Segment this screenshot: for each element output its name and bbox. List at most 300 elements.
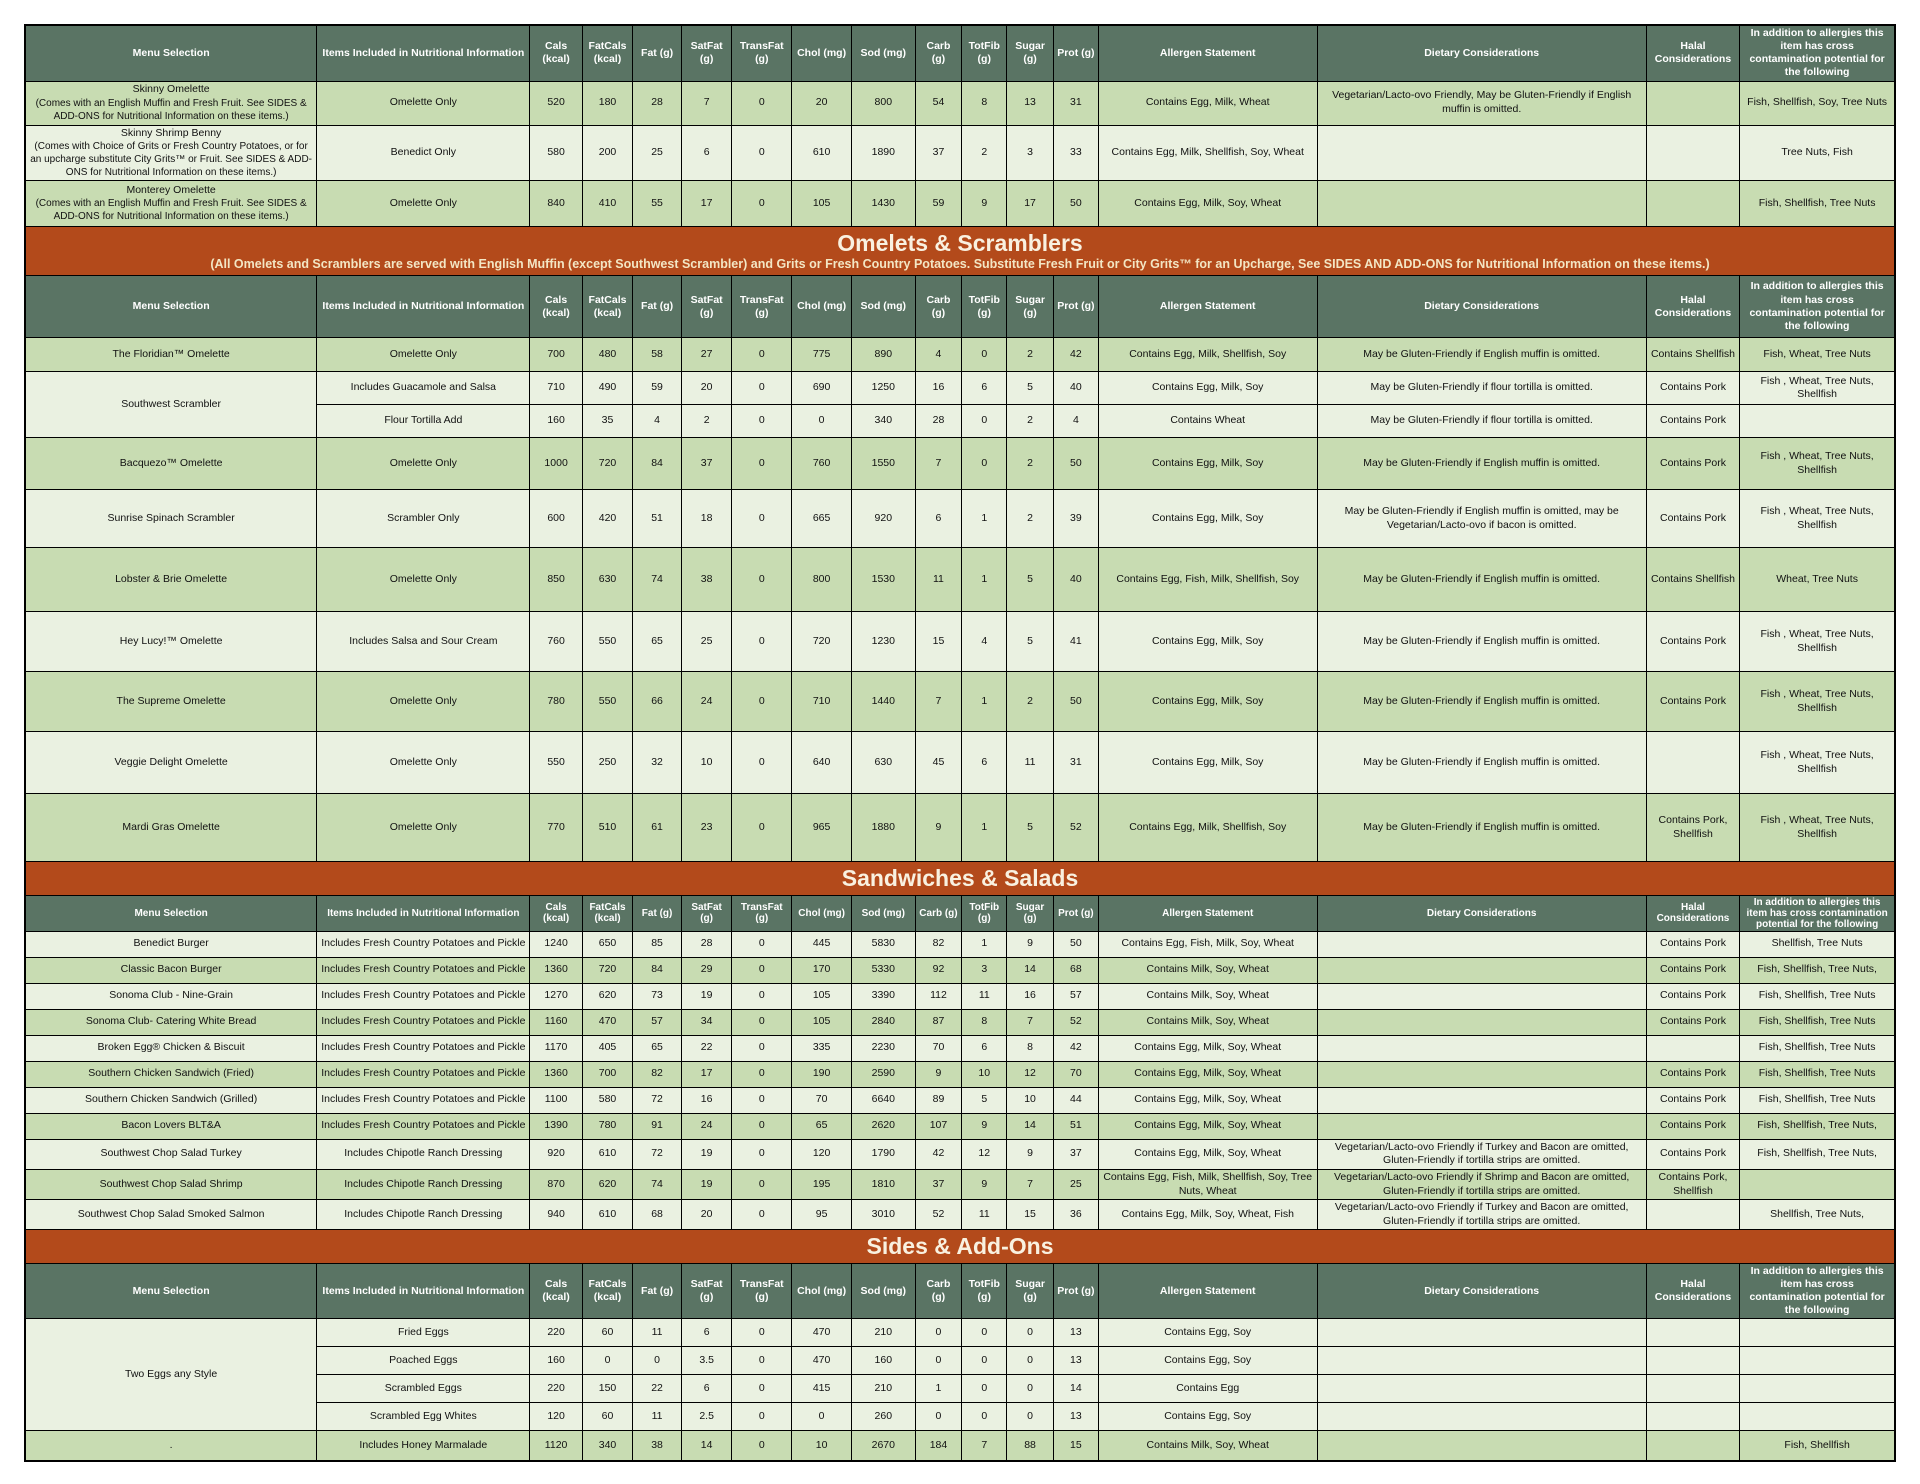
cell-prot: 52 (1053, 794, 1098, 862)
cell-sod: 800 (852, 81, 916, 125)
cell-fatcals: 480 (582, 338, 632, 372)
header-row (25, 895, 1895, 931)
cell-allergen: Contains Milk, Soy, Wheat (1098, 957, 1317, 983)
column-header-carb: Carb (g) (915, 25, 962, 81)
cell-satfat: 20 (681, 1200, 731, 1230)
cell-sod: 6640 (852, 1087, 916, 1113)
cell-satfat: 37 (681, 438, 731, 490)
cell-carb: 9 (915, 794, 962, 862)
cell-sugar: 14 (1007, 957, 1054, 983)
cell-carb: 16 (915, 372, 962, 405)
cell-dietary (1317, 1375, 1646, 1403)
cell-menu (25, 438, 317, 490)
cell-cals: 940 (530, 1200, 582, 1230)
cell-totfib: 0 (962, 405, 1007, 438)
cell-menu (25, 931, 317, 957)
column-header-fatcals: FatCals (kcal) (582, 895, 632, 931)
cell-cross: Fish, Shellfish, Tree Nuts, (1740, 1113, 1895, 1139)
cell-menu (25, 81, 317, 125)
cell-items: Includes Fresh Country Potatoes and Pickle (317, 1035, 530, 1061)
cell-fatcals: 550 (582, 612, 632, 672)
cell-cross: Fish , Wheat, Tree Nuts, Shellfish (1740, 438, 1895, 490)
cell-cals: 1360 (530, 957, 582, 983)
table-row (25, 1113, 1895, 1139)
cell-cals: 120 (530, 1403, 582, 1431)
cell-cals: 160 (530, 405, 582, 438)
cell-halal (1646, 1403, 1739, 1431)
cell-allergen: Contains Egg, Milk, Wheat (1098, 81, 1317, 125)
cell-transfat: 0 (732, 1035, 792, 1061)
cell-chol: 720 (792, 612, 852, 672)
cell-halal (1646, 1200, 1739, 1230)
cell-sugar: 7 (1007, 1169, 1054, 1199)
cell-sod: 210 (852, 1375, 916, 1403)
column-header-chol: Chol (mg) (792, 895, 852, 931)
cell-sugar: 17 (1007, 181, 1054, 227)
cell-fat: 32 (633, 732, 682, 794)
cell-sod: 1550 (852, 438, 916, 490)
menu-item-name: Skinny Omelette (132, 83, 210, 96)
cell-allergen: Contains Egg, Fish, Milk, Shellfish, Soy, Tree Nuts, Wheat (1098, 1169, 1317, 1199)
menu-item-note: (Comes with Choice of Grits or Fresh Country Potatoes, or for an upcharge substitute City Grits™ or Fruit. See SIDES & ADD-ONS for Nutritional Information on these items.) (30, 141, 312, 179)
cell-dietary: May be Gluten-Friendly if English muffin is omitted. (1317, 438, 1646, 490)
cell-fatcals: 250 (582, 732, 632, 794)
cell-items: Omelette Only (317, 181, 530, 227)
cell-halal: Contains Pork (1646, 1139, 1739, 1169)
cell-totfib: 0 (962, 338, 1007, 372)
cell-transfat: 0 (732, 1113, 792, 1139)
cell-chol: 470 (792, 1319, 852, 1347)
cell-halal (1646, 81, 1739, 125)
cell-satfat: 2 (681, 405, 731, 438)
cell-cross: Fish , Wheat, Tree Nuts, Shellfish (1740, 612, 1895, 672)
cell-cross (1740, 1169, 1895, 1199)
table-row (25, 1139, 1895, 1169)
cell-fatcals: 550 (582, 672, 632, 732)
cell-fat: 74 (633, 548, 682, 612)
cell-fatcals: 0 (582, 1347, 632, 1375)
cell-menu (25, 983, 317, 1009)
cell-items: Includes Fresh Country Potatoes and Pickle (317, 1009, 530, 1035)
column-header-carb: Carb (g) (915, 276, 962, 338)
cell-sugar: 2 (1007, 405, 1054, 438)
column-header-chol: Chol (mg) (792, 276, 852, 338)
cell-allergen: Contains Egg, Milk, Soy (1098, 732, 1317, 794)
cell-carb: 82 (915, 931, 962, 957)
cell-sod: 2840 (852, 1009, 916, 1035)
cell-dietary: May be Gluten-Friendly if English muffin is omitted. (1317, 732, 1646, 794)
cell-fatcals: 35 (582, 405, 632, 438)
cell-halal (1646, 1431, 1739, 1461)
cell-totfib: 7 (962, 1431, 1007, 1461)
cell-cross: Fish, Shellfish, Tree Nuts, (1740, 1139, 1895, 1169)
cell-items: Omelette Only (317, 672, 530, 732)
menu-item-note: (Comes with an English Muffin and Fresh Fruit. See SIDES & ADD-ONS for Nutritional Information on these items.) (35, 198, 307, 223)
cell-menu (25, 1431, 317, 1461)
menu-item-name: . (169, 1438, 173, 1451)
column-header-fatcals: FatCals (kcal) (582, 25, 632, 81)
cell-sod: 1530 (852, 548, 916, 612)
cell-satfat: 34 (681, 1009, 731, 1035)
cell-dietary: Vegetarian/Lacto-ovo Friendly, May be Gluten-Friendly if English muffin is omitted. (1317, 81, 1646, 125)
cell-sugar: 16 (1007, 983, 1054, 1009)
cell-fat: 74 (633, 1169, 682, 1199)
menu-item-name: Broken Egg® Chicken & Biscuit (97, 1041, 245, 1054)
cell-sod: 5330 (852, 957, 916, 983)
cell-prot: 36 (1053, 1200, 1098, 1230)
cell-chol: 195 (792, 1169, 852, 1199)
cell-fatcals: 580 (582, 1087, 632, 1113)
cell-allergen: Contains Egg, Milk, Soy (1098, 672, 1317, 732)
cell-carb: 112 (915, 983, 962, 1009)
cell-fatcals: 650 (582, 931, 632, 957)
section-title: Sides & Add-Ons (866, 1233, 1054, 1260)
cell-totfib: 9 (962, 181, 1007, 227)
menu-item-name: Two Eggs any Style (125, 1368, 218, 1381)
cell-dietary: May be Gluten-Friendly if English muffin is omitted, may be Vegetarian/Lacto-ovo if bacon is omitted. (1317, 490, 1646, 548)
cell-satfat: 29 (681, 957, 731, 983)
cell-transfat: 0 (732, 794, 792, 862)
cell-menu (25, 1113, 317, 1139)
cell-allergen: Contains Egg, Milk, Soy (1098, 490, 1317, 548)
cell-halal: Contains Pork (1646, 1087, 1739, 1113)
column-header-halal: Halal Considerations (1646, 895, 1739, 931)
cell-chol: 335 (792, 1035, 852, 1061)
cell-sod: 3010 (852, 1200, 916, 1230)
table-row (25, 1169, 1895, 1199)
cell-halal: Contains Pork (1646, 405, 1739, 438)
column-header-dietary: Dietary Considerations (1317, 895, 1646, 931)
cell-fatcals: 630 (582, 548, 632, 612)
cell-sod: 1810 (852, 1169, 916, 1199)
cell-cals: 1160 (530, 1009, 582, 1035)
column-header-fat: Fat (g) (633, 276, 682, 338)
cell-cross (1740, 405, 1895, 438)
cell-totfib: 11 (962, 983, 1007, 1009)
cell-cals: 550 (530, 732, 582, 794)
cell-transfat: 0 (732, 957, 792, 983)
cell-fat: 61 (633, 794, 682, 862)
cell-sugar: 15 (1007, 1200, 1054, 1230)
column-header-transfat: TransFat (g) (732, 895, 792, 931)
column-header-allergen: Allergen Statement (1098, 276, 1317, 338)
cell-cals: 710 (530, 372, 582, 405)
cell-chol: 0 (792, 1403, 852, 1431)
column-header-totfib: TotFib (g) (962, 1263, 1007, 1319)
cell-sugar: 7 (1007, 1009, 1054, 1035)
cell-satfat: 22 (681, 1035, 731, 1061)
cell-totfib: 2 (962, 125, 1007, 181)
cell-carb: 28 (915, 405, 962, 438)
column-header-satfat: SatFat (g) (681, 1263, 731, 1319)
menu-item-note: (Comes with an English Muffin and Fresh Fruit. See SIDES & ADD-ONS for Nutritional Information on these items.) (35, 97, 307, 122)
cell-prot: 42 (1053, 1035, 1098, 1061)
cell-cals: 580 (530, 125, 582, 181)
cell-halal: Contains Pork (1646, 372, 1739, 405)
cell-transfat: 0 (732, 548, 792, 612)
cell-cross: Fish, Shellfish, Tree Nuts (1740, 983, 1895, 1009)
cell-prot: 42 (1053, 338, 1098, 372)
cell-items: Omelette Only (317, 794, 530, 862)
cell-chol: 120 (792, 1139, 852, 1169)
column-header-transfat: TransFat (g) (732, 276, 792, 338)
cell-chol: 445 (792, 931, 852, 957)
cell-chol: 710 (792, 672, 852, 732)
cell-fat: 0 (633, 1347, 682, 1375)
cell-cals: 1240 (530, 931, 582, 957)
cell-sugar: 5 (1007, 794, 1054, 862)
cell-carb: 0 (915, 1319, 962, 1347)
cell-sod: 920 (852, 490, 916, 548)
cell-items: Fried Eggs (317, 1319, 530, 1347)
cell-cals: 1120 (530, 1431, 582, 1461)
cell-sod: 1890 (852, 125, 916, 181)
table-row (25, 794, 1895, 862)
cell-fatcals: 620 (582, 983, 632, 1009)
column-header-cross: In addition to allergies this item has cross contamination potential for the following (1740, 276, 1895, 338)
cell-halal: Contains Shellfish (1646, 338, 1739, 372)
cell-allergen: Contains Egg, Soy (1098, 1403, 1317, 1431)
header-row (25, 276, 1895, 338)
cell-items: Includes Fresh Country Potatoes and Pickle (317, 931, 530, 957)
cell-prot: 40 (1053, 372, 1098, 405)
cell-fat: 28 (633, 81, 682, 125)
column-header-items: Items Included in Nutritional Information (317, 25, 530, 81)
cell-chol: 20 (792, 81, 852, 125)
cell-fat: 84 (633, 957, 682, 983)
cell-prot: 44 (1053, 1087, 1098, 1113)
cell-sod: 1880 (852, 794, 916, 862)
cell-dietary (1317, 1113, 1646, 1139)
cell-transfat: 0 (732, 983, 792, 1009)
menu-item-name: Southwest Chop Salad Smoked Salmon (77, 1208, 265, 1221)
cell-halal: Contains Pork (1646, 672, 1739, 732)
cell-transfat: 0 (732, 81, 792, 125)
column-header-menu: Menu Selection (25, 895, 317, 931)
menu-item-name: Hey Lucy!™ Omelette (119, 634, 223, 647)
cell-dietary (1317, 1347, 1646, 1375)
cell-cals: 920 (530, 1139, 582, 1169)
cell-totfib: 0 (962, 1403, 1007, 1431)
cell-items: Includes Fresh Country Potatoes and Pickle (317, 983, 530, 1009)
cell-dietary (1317, 1403, 1646, 1431)
menu-item-name: Monterey Omelette (126, 183, 216, 196)
cell-transfat: 0 (732, 490, 792, 548)
cell-prot: 70 (1053, 1061, 1098, 1087)
cell-carb: 89 (915, 1087, 962, 1113)
section-band (25, 862, 1895, 895)
table-row (25, 672, 1895, 732)
cell-halal: Contains Pork (1646, 1009, 1739, 1035)
cell-allergen: Contains Egg, Soy (1098, 1347, 1317, 1375)
cell-fat: 38 (633, 1431, 682, 1461)
section-title: Omelets & Scramblers (837, 230, 1083, 257)
cell-fat: 84 (633, 438, 682, 490)
menu-item-name: Bacon Lovers BLT&A (121, 1119, 221, 1132)
section-subtitle: (All Omelets and Scramblers are served with English Muffin (except Southwest Scrambler) and Grits or Fresh Country Potatoes. Substitute Fresh Fruit or City Grits™ for an Upcharge, See SIDES AND ADD-ONS for Nutritional Information on these items.) (210, 256, 1710, 271)
cell-dietary: May be Gluten-Friendly if English muffin is omitted. (1317, 794, 1646, 862)
menu-item-name: Southern Chicken Sandwich (Fried) (88, 1067, 254, 1080)
cell-cals: 1360 (530, 1061, 582, 1087)
menu-item-name: Southwest Chop Salad Shrimp (99, 1177, 243, 1190)
cell-cross: Fish , Wheat, Tree Nuts, Shellfish (1740, 490, 1895, 548)
column-header-fat: Fat (g) (633, 895, 682, 931)
cell-dietary (1317, 1319, 1646, 1347)
cell-prot: 4 (1053, 405, 1098, 438)
cell-allergen: Contains Egg, Milk, Soy, Wheat (1098, 1113, 1317, 1139)
menu-item-name: The Supreme Omelette (116, 694, 226, 707)
cell-dietary (1317, 1009, 1646, 1035)
cell-sugar: 0 (1007, 1347, 1054, 1375)
cell-halal: Contains Pork (1646, 931, 1739, 957)
cell-allergen: Contains Milk, Soy, Wheat (1098, 1009, 1317, 1035)
column-header-fatcals: FatCals (kcal) (582, 276, 632, 338)
cell-cross: Fish, Shellfish, Tree Nuts (1740, 1035, 1895, 1061)
cell-transfat: 0 (732, 1169, 792, 1199)
table-row (25, 957, 1895, 983)
cell-fat: 91 (633, 1113, 682, 1139)
cell-fatcals: 510 (582, 794, 632, 862)
cell-prot: 51 (1053, 1113, 1098, 1139)
cell-totfib: 1 (962, 490, 1007, 548)
column-header-cross: In addition to allergies this item has cross contamination potential for the following (1740, 895, 1895, 931)
cell-transfat: 0 (732, 931, 792, 957)
cell-allergen: Contains Egg, Milk, Soy, Wheat (1098, 1139, 1317, 1169)
cell-prot: 50 (1053, 438, 1098, 490)
cell-cross (1740, 1375, 1895, 1403)
cell-carb: 6 (915, 490, 962, 548)
cell-dietary (1317, 125, 1646, 181)
cell-totfib: 9 (962, 1169, 1007, 1199)
table-row (25, 1061, 1895, 1087)
cell-transfat: 0 (732, 1347, 792, 1375)
cell-sugar: 2 (1007, 672, 1054, 732)
cell-fat: 82 (633, 1061, 682, 1087)
cell-cals: 780 (530, 672, 582, 732)
cell-dietary (1317, 931, 1646, 957)
cell-halal (1646, 1319, 1739, 1347)
column-header-sod: Sod (mg) (852, 276, 916, 338)
cell-items: Omelette Only (317, 732, 530, 794)
menu-item-name: Sonoma Club- Catering White Bread (85, 1015, 257, 1028)
cell-fatcals: 720 (582, 438, 632, 490)
header-row (25, 1263, 1895, 1319)
column-header-sod: Sod (mg) (852, 895, 916, 931)
cell-cals: 1170 (530, 1035, 582, 1061)
cell-chol: 415 (792, 1375, 852, 1403)
table-row (25, 931, 1895, 957)
cell-halal (1646, 181, 1739, 227)
cell-allergen: Contains Egg, Milk, Shellfish, Soy (1098, 794, 1317, 862)
cell-transfat: 0 (732, 1087, 792, 1113)
column-header-menu: Menu Selection (25, 276, 317, 338)
column-header-menu: Menu Selection (25, 1263, 317, 1319)
cell-fatcals: 410 (582, 181, 632, 227)
cell-prot: 37 (1053, 1139, 1098, 1169)
cell-sod: 340 (852, 405, 916, 438)
cell-fatcals: 60 (582, 1319, 632, 1347)
header-row (25, 25, 1895, 81)
column-header-prot: Prot (g) (1053, 25, 1098, 81)
cell-cals: 700 (530, 338, 582, 372)
column-header-fatcals: FatCals (kcal) (582, 1263, 632, 1319)
cell-totfib: 4 (962, 612, 1007, 672)
cell-sod: 1790 (852, 1139, 916, 1169)
section-band (25, 227, 1895, 276)
cell-carb: 45 (915, 732, 962, 794)
cell-fat: 11 (633, 1403, 682, 1431)
cell-totfib: 5 (962, 1087, 1007, 1113)
cell-items: Omelette Only (317, 81, 530, 125)
cell-satfat: 6 (681, 125, 731, 181)
cell-dietary: May be Gluten-Friendly if flour tortilla is omitted. (1317, 405, 1646, 438)
cell-carb: 7 (915, 438, 962, 490)
cell-carb: 92 (915, 957, 962, 983)
cell-sugar: 88 (1007, 1431, 1054, 1461)
cell-cross: Fish, Shellfish, Tree Nuts (1740, 1061, 1895, 1087)
column-header-satfat: SatFat (g) (681, 895, 731, 931)
cell-items: Includes Chipotle Ranch Dressing (317, 1200, 530, 1230)
cell-halal (1646, 732, 1739, 794)
cell-items: Includes Fresh Country Potatoes and Pickle (317, 1087, 530, 1113)
cell-menu (25, 125, 317, 181)
column-header-sugar: Sugar (g) (1007, 1263, 1054, 1319)
cell-cross: Fish, Wheat, Tree Nuts (1740, 338, 1895, 372)
cell-prot: 68 (1053, 957, 1098, 983)
cell-carb: 87 (915, 1009, 962, 1035)
cell-items: Includes Guacamole and Salsa (317, 372, 530, 405)
cell-sugar: 12 (1007, 1061, 1054, 1087)
cell-items: Includes Chipotle Ranch Dressing (317, 1169, 530, 1199)
cell-satfat: 20 (681, 372, 731, 405)
column-header-allergen: Allergen Statement (1098, 25, 1317, 81)
cell-sod: 160 (852, 1347, 916, 1375)
cell-satfat: 17 (681, 1061, 731, 1087)
cell-dietary: Vegetarian/Lacto-ovo Friendly if Turkey and Bacon are omitted, Gluten-Friendly if tortilla strips are omitted. (1317, 1200, 1646, 1230)
cell-chol: 800 (792, 548, 852, 612)
column-header-chol: Chol (mg) (792, 25, 852, 81)
cell-sugar: 9 (1007, 931, 1054, 957)
cell-carb: 7 (915, 672, 962, 732)
cell-sod: 1430 (852, 181, 916, 227)
cell-satfat: 24 (681, 1113, 731, 1139)
cell-cals: 1000 (530, 438, 582, 490)
cell-fatcals: 420 (582, 490, 632, 548)
cell-menu (25, 372, 317, 438)
menu-item-name: Bacquezo™ Omelette (119, 456, 223, 469)
table-row (25, 338, 1895, 372)
cell-sod: 630 (852, 732, 916, 794)
menu-item-name: Southern Chicken Sandwich (Grilled) (85, 1093, 258, 1106)
cell-transfat: 0 (732, 1319, 792, 1347)
cell-fat: 65 (633, 612, 682, 672)
cell-sod: 2670 (852, 1431, 916, 1461)
cell-fat: 4 (633, 405, 682, 438)
column-header-totfib: TotFib (g) (962, 25, 1007, 81)
menu-item-name: Sunrise Spinach Scrambler (107, 511, 235, 524)
cell-satfat: 2.5 (681, 1403, 731, 1431)
cell-chol: 965 (792, 794, 852, 862)
cell-dietary: May be Gluten-Friendly if flour tortilla is omitted. (1317, 372, 1646, 405)
cell-items: Scrambled Eggs (317, 1375, 530, 1403)
cell-items: Includes Salsa and Sour Cream (317, 612, 530, 672)
cell-carb: 37 (915, 1169, 962, 1199)
cell-cals: 1270 (530, 983, 582, 1009)
column-header-halal: Halal Considerations (1646, 25, 1739, 81)
cell-fat: 22 (633, 1375, 682, 1403)
cell-menu (25, 672, 317, 732)
column-header-items: Items Included in Nutritional Information (317, 276, 530, 338)
